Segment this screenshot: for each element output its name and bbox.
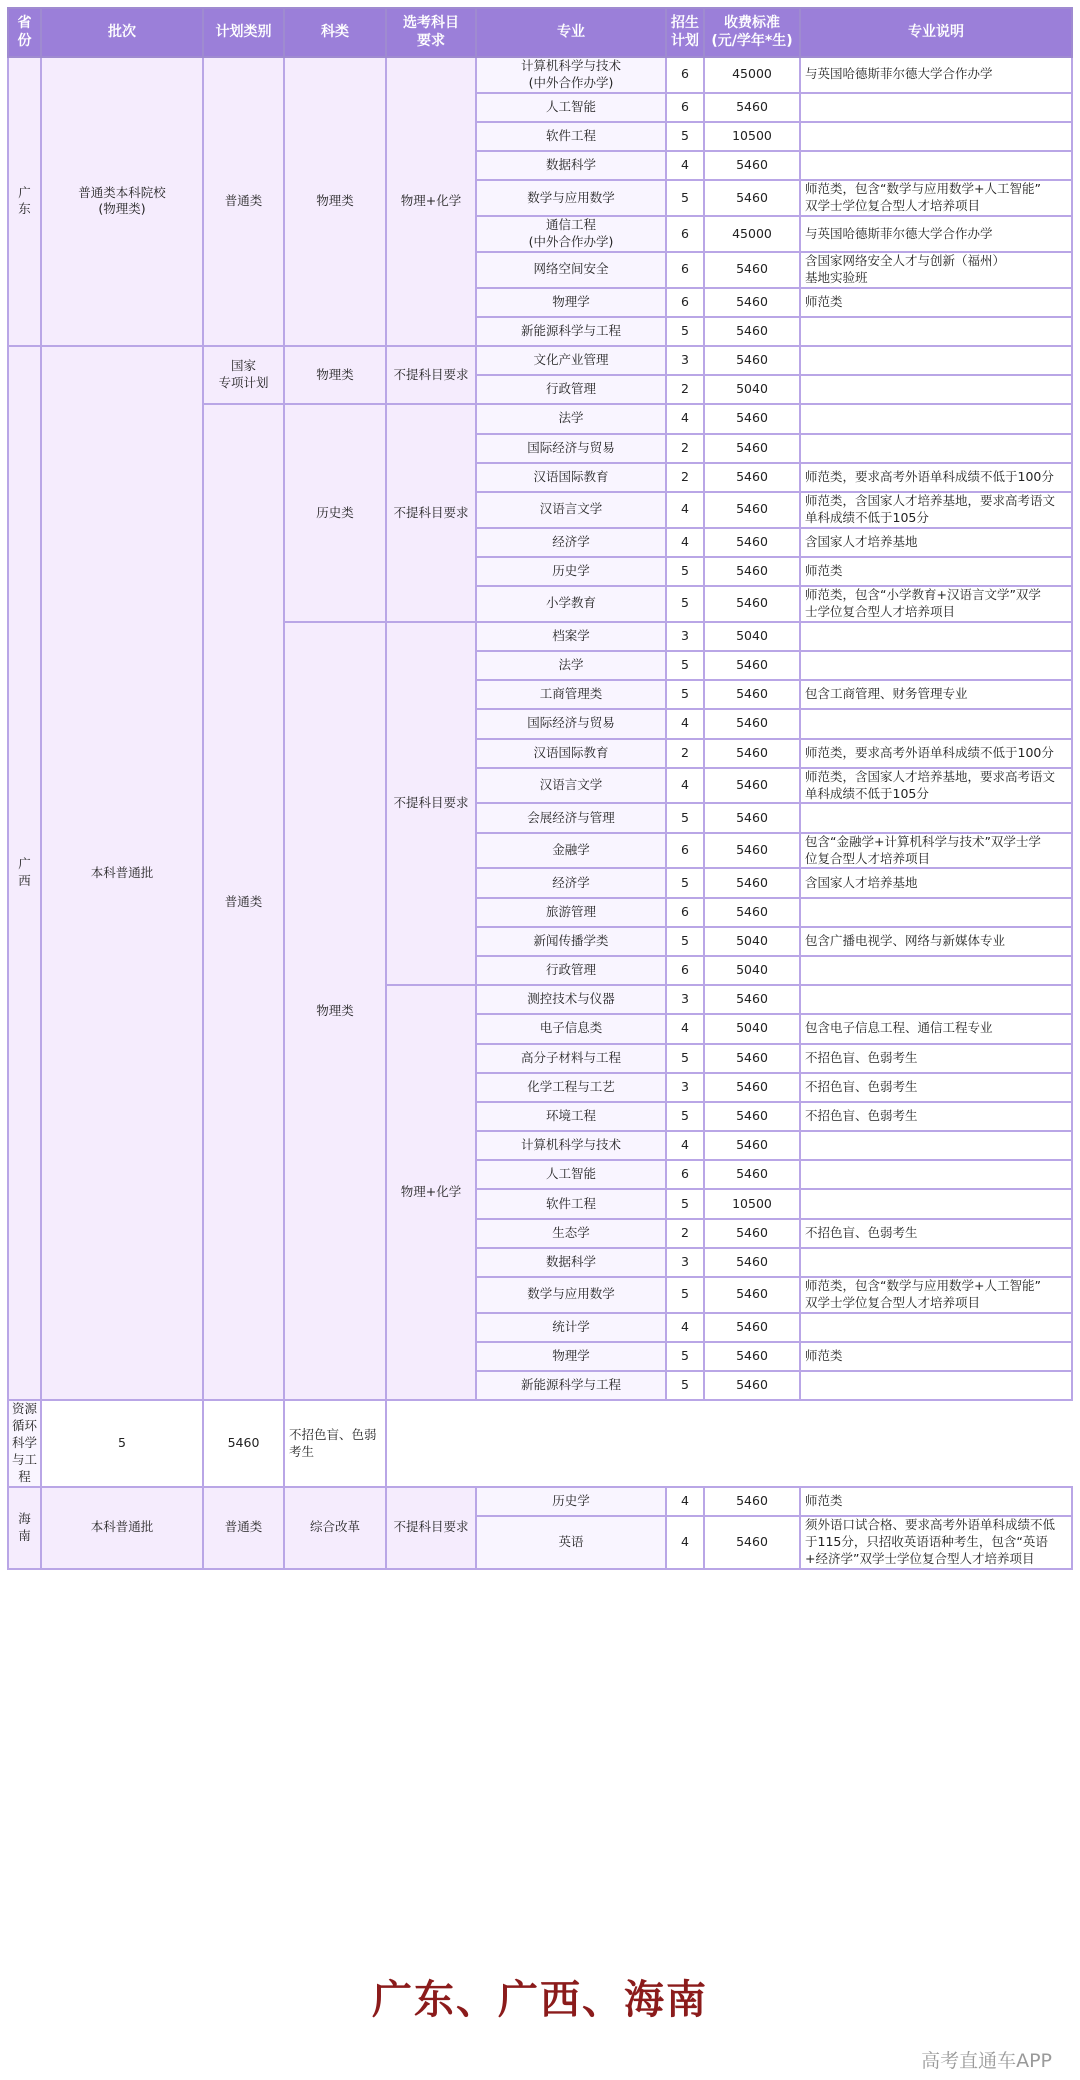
note-cell: 师范类 <box>800 557 1072 586</box>
quota-cell: 5 <box>666 1044 704 1073</box>
major-cell: 数学与应用数学 <box>476 1277 666 1313</box>
note-cell: 不招色盲、色弱考生 <box>800 1102 1072 1131</box>
group-cell: 普通类 <box>203 1487 284 1569</box>
major-cell: 国际经济与贸易 <box>476 434 666 463</box>
quota-cell: 5 <box>666 1102 704 1131</box>
quota-cell: 3 <box>666 1073 704 1102</box>
note-cell: 师范类，包含“小学教育+汉语言文学”双学 士学位复合型人才培养项目 <box>800 586 1072 622</box>
column-header: 省份 <box>8 8 41 57</box>
note-cell: 师范类 <box>800 1342 1072 1371</box>
quota-cell: 4 <box>666 404 704 433</box>
fee-cell: 5460 <box>704 768 800 804</box>
fee-cell: 5460 <box>203 1400 284 1486</box>
major-cell: 通信工程 (中外合作办学) <box>476 216 666 252</box>
group-cell: 本科普通批 <box>41 346 203 1400</box>
note-cell <box>800 1371 1072 1400</box>
major-cell: 计算机科学与技术 (中外合作办学) <box>476 57 666 93</box>
fee-cell: 5040 <box>704 622 800 651</box>
note-cell <box>800 151 1072 180</box>
watermark: 高考直通车APP <box>921 2050 1052 2072</box>
fee-cell: 5460 <box>704 557 800 586</box>
fee-cell: 5460 <box>704 739 800 768</box>
note-cell: 师范类，包含“数学与应用数学+人工智能” 双学士学位复合型人才培养项目 <box>800 1277 1072 1313</box>
quota-cell: 4 <box>666 151 704 180</box>
major-cell: 文化产业管理 <box>476 346 666 375</box>
fee-cell: 5460 <box>704 1371 800 1400</box>
fee-cell: 10500 <box>704 122 800 151</box>
table-row <box>8 57 1072 93</box>
quota-cell: 6 <box>666 833 704 869</box>
quota-cell: 4 <box>666 1516 704 1569</box>
group-cell: 物理类 <box>284 622 386 1401</box>
fee-cell: 5460 <box>704 346 800 375</box>
fee-cell: 5460 <box>704 1516 800 1569</box>
quota-cell: 6 <box>666 1160 704 1189</box>
fee-cell: 5460 <box>704 586 800 622</box>
quota-cell: 4 <box>666 492 704 528</box>
fee-cell: 5460 <box>704 985 800 1014</box>
major-cell: 人工智能 <box>476 93 666 122</box>
group-cell: 不提科目要求 <box>386 622 476 985</box>
group-cell: 历史类 <box>284 404 386 621</box>
group-cell: 本科普通批 <box>41 1487 203 1569</box>
fee-cell: 5460 <box>704 898 800 927</box>
quota-cell: 6 <box>666 93 704 122</box>
table-row <box>8 1400 1072 1486</box>
quota-cell: 4 <box>666 1313 704 1342</box>
fee-cell: 5460 <box>704 680 800 709</box>
column-header: 科类 <box>284 8 386 57</box>
note-cell: 含国家人才培养基地 <box>800 868 1072 897</box>
major-cell: 历史学 <box>476 1487 666 1516</box>
fee-cell: 5460 <box>704 404 800 433</box>
quota-cell: 2 <box>666 739 704 768</box>
fee-cell: 5460 <box>704 492 800 528</box>
fee-cell: 45000 <box>704 216 800 252</box>
note-cell <box>800 1248 1072 1277</box>
group-cell: 综合改革 <box>284 1487 386 1569</box>
fee-cell: 5460 <box>704 1131 800 1160</box>
quota-cell: 5 <box>666 680 704 709</box>
quota-cell: 2 <box>666 463 704 492</box>
major-cell: 汉语言文学 <box>476 768 666 804</box>
major-cell: 法学 <box>476 651 666 680</box>
note-cell: 师范类 <box>800 288 1072 317</box>
table-header <box>8 8 1072 57</box>
major-cell: 环境工程 <box>476 1102 666 1131</box>
fee-cell: 5460 <box>704 803 800 832</box>
major-cell: 高分子材料与工程 <box>476 1044 666 1073</box>
fee-cell: 5460 <box>704 252 800 288</box>
note-cell <box>800 122 1072 151</box>
fee-cell: 5040 <box>704 1014 800 1043</box>
note-cell: 包含工商管理、财务管理专业 <box>800 680 1072 709</box>
note-cell <box>800 985 1072 1014</box>
group-cell: 国家 专项计划 <box>203 346 284 404</box>
column-header: 专业 <box>476 8 666 57</box>
note-cell <box>800 622 1072 651</box>
fee-cell: 5460 <box>704 434 800 463</box>
table-body <box>8 57 1072 1569</box>
fee-cell: 5460 <box>704 709 800 738</box>
quota-cell: 5 <box>666 586 704 622</box>
fee-cell: 5040 <box>704 927 800 956</box>
quota-cell: 6 <box>666 216 704 252</box>
quota-cell: 6 <box>666 57 704 93</box>
fee-cell: 5460 <box>704 463 800 492</box>
column-header: 专业说明 <box>800 8 1072 57</box>
note-cell: 师范类，含国家人才培养基地，要求高考语文 单科成绩不低于105分 <box>800 768 1072 804</box>
group-cell: 不提科目要求 <box>386 404 476 621</box>
note-cell <box>800 651 1072 680</box>
major-cell: 软件工程 <box>476 122 666 151</box>
note-cell: 师范类，含国家人才培养基地，要求高考语文 单科成绩不低于105分 <box>800 492 1072 528</box>
note-cell <box>800 375 1072 404</box>
group-cell: 普通类 <box>203 57 284 346</box>
quota-cell: 5 <box>666 803 704 832</box>
fee-cell: 5460 <box>704 1248 800 1277</box>
quota-cell: 3 <box>666 346 704 375</box>
note-cell: 须外语口试合格、要求高考外语单科成绩不低 于115分，只招收英语语种考生，包含“英语 +经济学”双学士学位复合型人才培养项目 <box>800 1516 1072 1569</box>
group-cell: 不提科目要求 <box>386 346 476 404</box>
quota-cell: 4 <box>666 1487 704 1516</box>
group-cell: 广 西 <box>8 346 41 1400</box>
major-cell: 物理学 <box>476 288 666 317</box>
major-cell: 旅游管理 <box>476 898 666 927</box>
quota-cell: 3 <box>666 985 704 1014</box>
major-cell: 行政管理 <box>476 375 666 404</box>
fee-cell: 5040 <box>704 956 800 985</box>
note-cell: 与英国哈德斯菲尔德大学合作办学 <box>800 57 1072 93</box>
quota-cell: 4 <box>666 709 704 738</box>
column-header: 选考科目 要求 <box>386 8 476 57</box>
fee-cell: 5460 <box>704 151 800 180</box>
fee-cell: 5460 <box>704 1277 800 1313</box>
major-cell: 测控技术与仪器 <box>476 985 666 1014</box>
quota-cell: 5 <box>666 557 704 586</box>
quota-cell: 5 <box>41 1400 203 1486</box>
quota-cell: 5 <box>666 1277 704 1313</box>
table-row <box>8 346 1072 375</box>
fee-cell: 5460 <box>704 1102 800 1131</box>
note-cell <box>800 803 1072 832</box>
group-cell: 不提科目要求 <box>386 1487 476 1569</box>
major-cell: 历史学 <box>476 557 666 586</box>
quota-cell: 5 <box>666 1371 704 1400</box>
fee-cell: 5460 <box>704 288 800 317</box>
fee-cell: 5460 <box>704 93 800 122</box>
quota-cell: 5 <box>666 180 704 216</box>
quota-cell: 5 <box>666 868 704 897</box>
quota-cell: 6 <box>666 288 704 317</box>
major-cell: 档案学 <box>476 622 666 651</box>
quota-cell: 6 <box>666 956 704 985</box>
major-cell: 英语 <box>476 1516 666 1569</box>
quota-cell: 5 <box>666 122 704 151</box>
major-cell: 新能源科学与工程 <box>476 317 666 346</box>
note-cell <box>800 1189 1072 1218</box>
note-cell: 不招色盲、色弱考生 <box>284 1400 386 1486</box>
note-cell <box>800 1313 1072 1342</box>
fee-cell: 5460 <box>704 868 800 897</box>
fee-cell: 5460 <box>704 528 800 557</box>
major-cell: 工商管理类 <box>476 680 666 709</box>
note-cell: 师范类，要求高考外语单科成绩不低于100分 <box>800 463 1072 492</box>
column-header: 批次 <box>41 8 203 57</box>
note-cell: 包含广播电视学、网络与新媒体专业 <box>800 927 1072 956</box>
column-header: 收费标准 (元/学年*生) <box>704 8 800 57</box>
quota-cell: 2 <box>666 434 704 463</box>
major-cell: 新闻传播学类 <box>476 927 666 956</box>
fee-cell: 5460 <box>704 1313 800 1342</box>
fee-cell: 5460 <box>704 1219 800 1248</box>
note-cell <box>800 317 1072 346</box>
group-cell: 广 东 <box>8 57 41 346</box>
note-cell <box>800 709 1072 738</box>
note-cell: 包含电子信息工程、通信工程专业 <box>800 1014 1072 1043</box>
footer-title: 广东、广西、海南 <box>372 1977 708 2023</box>
note-cell <box>800 346 1072 375</box>
major-cell: 汉语国际教育 <box>476 739 666 768</box>
quota-cell: 3 <box>666 1248 704 1277</box>
major-cell: 行政管理 <box>476 956 666 985</box>
fee-cell: 5460 <box>704 651 800 680</box>
major-cell: 数据科学 <box>476 151 666 180</box>
note-cell: 不招色盲、色弱考生 <box>800 1073 1072 1102</box>
major-cell: 会展经济与管理 <box>476 803 666 832</box>
header-row <box>8 8 1072 57</box>
major-cell: 计算机科学与技术 <box>476 1131 666 1160</box>
major-cell: 数据科学 <box>476 1248 666 1277</box>
major-cell: 生态学 <box>476 1219 666 1248</box>
fee-cell: 5460 <box>704 1044 800 1073</box>
group-cell: 物理类 <box>284 346 386 404</box>
note-cell <box>800 1131 1072 1160</box>
major-cell: 化学工程与工艺 <box>476 1073 666 1102</box>
note-cell <box>800 404 1072 433</box>
table-row <box>8 1487 1072 1516</box>
note-cell <box>800 434 1072 463</box>
fee-cell: 5460 <box>704 833 800 869</box>
note-cell: 含国家人才培养基地 <box>800 528 1072 557</box>
note-cell: 师范类，要求高考外语单科成绩不低于100分 <box>800 739 1072 768</box>
column-header: 招生 计划 <box>666 8 704 57</box>
major-cell: 新能源科学与工程 <box>476 1371 666 1400</box>
fee-cell: 10500 <box>704 1189 800 1218</box>
major-cell: 物理学 <box>476 1342 666 1371</box>
quota-cell: 3 <box>666 622 704 651</box>
major-cell: 经济学 <box>476 868 666 897</box>
group-cell: 普通类本科院校 (物理类) <box>41 57 203 346</box>
major-cell: 金融学 <box>476 833 666 869</box>
note-cell: 与英国哈德斯菲尔德大学合作办学 <box>800 216 1072 252</box>
quota-cell: 5 <box>666 1342 704 1371</box>
note-cell: 师范类，包含“数学与应用数学+人工智能” 双学士学位复合型人才培养项目 <box>800 180 1072 216</box>
note-cell: 不招色盲、色弱考生 <box>800 1044 1072 1073</box>
fee-cell: 5460 <box>704 1487 800 1516</box>
fee-cell: 5040 <box>704 375 800 404</box>
quota-cell: 5 <box>666 317 704 346</box>
major-cell: 人工智能 <box>476 1160 666 1189</box>
fee-cell: 5460 <box>704 1073 800 1102</box>
group-cell: 海 南 <box>8 1487 41 1569</box>
major-cell: 软件工程 <box>476 1189 666 1218</box>
major-cell: 资源循环科学与工程 <box>8 1400 41 1486</box>
group-cell: 物理+化学 <box>386 985 476 1400</box>
note-cell <box>800 956 1072 985</box>
major-cell: 电子信息类 <box>476 1014 666 1043</box>
quota-cell: 6 <box>666 898 704 927</box>
group-cell: 物理+化学 <box>386 57 476 346</box>
major-cell: 法学 <box>476 404 666 433</box>
major-cell: 网络空间安全 <box>476 252 666 288</box>
quota-cell: 4 <box>666 528 704 557</box>
major-cell: 统计学 <box>476 1313 666 1342</box>
note-cell: 不招色盲、色弱考生 <box>800 1219 1072 1248</box>
note-cell: 师范类 <box>800 1487 1072 1516</box>
quota-cell: 5 <box>666 927 704 956</box>
fee-cell: 5460 <box>704 1160 800 1189</box>
quota-cell: 4 <box>666 1014 704 1043</box>
admission-plan-table <box>7 7 1071 1570</box>
note-cell <box>800 93 1072 122</box>
quota-cell: 5 <box>666 651 704 680</box>
major-cell: 小学教育 <box>476 586 666 622</box>
quota-cell: 4 <box>666 768 704 804</box>
fee-cell: 5460 <box>704 1342 800 1371</box>
note-cell: 含国家网络安全人才与创新（福州） 基地实验班 <box>800 252 1072 288</box>
fee-cell: 45000 <box>704 57 800 93</box>
quota-cell: 6 <box>666 252 704 288</box>
major-cell: 汉语言文学 <box>476 492 666 528</box>
group-cell: 普通类 <box>203 404 284 1400</box>
group-cell: 物理类 <box>284 57 386 346</box>
note-cell <box>800 898 1072 927</box>
major-cell: 经济学 <box>476 528 666 557</box>
quota-cell: 2 <box>666 1219 704 1248</box>
note-cell <box>800 1160 1072 1189</box>
major-cell: 数学与应用数学 <box>476 180 666 216</box>
major-cell: 国际经济与贸易 <box>476 709 666 738</box>
quota-cell: 2 <box>666 375 704 404</box>
column-header: 计划类别 <box>203 8 284 57</box>
quota-cell: 5 <box>666 1189 704 1218</box>
major-cell: 汉语国际教育 <box>476 463 666 492</box>
fee-cell: 5460 <box>704 317 800 346</box>
note-cell: 包含“金融学+计算机科学与技术”双学士学 位复合型人才培养项目 <box>800 833 1072 869</box>
fee-cell: 5460 <box>704 180 800 216</box>
quota-cell: 4 <box>666 1131 704 1160</box>
